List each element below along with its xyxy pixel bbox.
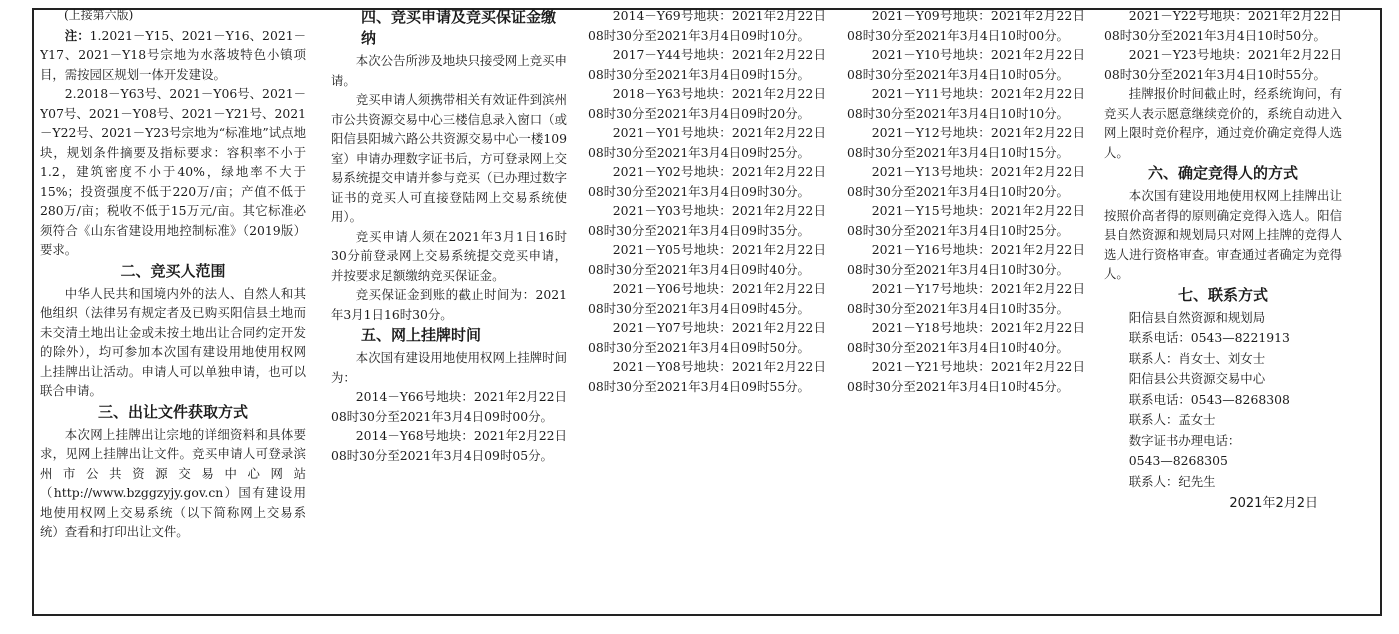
section-5-p2: 挂牌报价时间截止时，经系统询问，有竞买人表示愿意继续竞价的，系统自动进入网上限时竞价程序，通过竞价确定竞得人选人。 bbox=[1104, 86, 1342, 160]
section-4-p4: 竞买保证金到账的截止时间为：2021年3月1日16时30分。 bbox=[331, 287, 567, 322]
plot-item: 2021－Y03号地块：2021年2月22日08时30分至2021年3月4日09时35分。 bbox=[588, 203, 826, 238]
contact-line: 联系人：肖女士、刘女士 bbox=[1128, 350, 1266, 366]
contact-line: 数字证书办理电话： bbox=[1128, 432, 1241, 448]
plot-item: 2021－Y05号地块：2021年2月22日08时30分至2021年3月4日09时40分。 bbox=[588, 242, 826, 277]
section-4-heading: 四、竞买申请及竞买保证金缴纳 bbox=[361, 8, 557, 47]
plot-item: 2021－Y12号地块：2021年2月22日08时30分至2021年3月4日10时15分。 bbox=[847, 125, 1085, 160]
section-3-heading: 三、出让文件获取方式 bbox=[97, 402, 248, 421]
section-6-text: 本次国有建设用地使用权网上挂牌出让按照价高者得的原则确定竞得入选人。阳信县自然资源和规划局只对网上挂牌的竞得人选人进行资格审查。审查通过者确定为竞得人。 bbox=[1104, 188, 1342, 281]
contact-line: 0543—8268305 bbox=[1128, 453, 1228, 468]
plot-item: 2021－Y16号地块：2021年2月22日08时30分至2021年3月4日10时30分。 bbox=[847, 242, 1085, 277]
contact-line: 联系人：孟女士 bbox=[1128, 412, 1216, 427]
plot-item: 2021－Y21号地块：2021年2月22日08时30分至2021年3月4日10时45分。 bbox=[847, 359, 1085, 394]
plot-item: 2021－Y18号地块：2021年2月22日08时30分至2021年3月4日10时40分。 bbox=[847, 320, 1085, 355]
plot-item: 2021－Y11号地块：2021年2月22日08时30分至2021年3月4日10时10分。 bbox=[847, 86, 1085, 121]
section-7-heading: 七、联系方式 bbox=[1177, 285, 1268, 304]
section-3-text: 本次网上挂牌出让宗地的详细资料和具体要求，见网上挂牌出让文件。竞买申请人可登录滨州市公共资源交易中心网站（http://www.bzggzyjy.gov.cn）国有建设用地使用权网上交易系统（以下简称网上交易系统）查看和打印出让文件。 bbox=[40, 426, 306, 539]
column-2 bbox=[331, 6, 567, 630]
section-4-p1: 本次公告所涉及地块只接受网上竞买申请。 bbox=[331, 53, 567, 88]
contact-line: 联系人：纪先生 bbox=[1128, 473, 1216, 489]
plot-item: 2021－Y08号地块：2021年2月22日08时30分至2021年3月4日09时55分。 bbox=[588, 359, 826, 394]
plot-item: 2014－Y68号地块：2021年2月22日08时30分至2021年3月4日09时05分。 bbox=[331, 428, 567, 463]
contact-line: 阳信县自然资源和规划局 bbox=[1128, 309, 1266, 325]
plot-item: 2021－Y10号地块：2021年2月22日08时30分至2021年3月4日10时05分。 bbox=[847, 47, 1085, 82]
column-1 bbox=[40, 6, 306, 630]
plot-item: 2014－Y66号地块：2021年2月22日08时30分至2021年3月4日09时00分。 bbox=[331, 389, 567, 424]
plot-item: 2021－Y02号地块：2021年2月22日08时30分至2021年3月4日09时30分。 bbox=[588, 164, 826, 199]
section-4-p3: 竞买申请人须在2021年3月1日16时30分前登录网上交易系统提交竞买申请，并按要求足额缴纳竞买保证金。 bbox=[331, 228, 567, 283]
note-1-text: 1.2021－Y15、2021－Y16、2021－Y17、2021－Y18号宗地为水落坡特色小镇项目，需按园区规划一体开发建设。 bbox=[40, 27, 306, 82]
plot-item: 2021－Y23号地块：2021年2月22日08时30分至2021年3月4日10时55分。 bbox=[1104, 47, 1342, 82]
plot-item: 2021－Y07号地块：2021年2月22日08时30分至2021年3月4日09时50分。 bbox=[588, 320, 826, 355]
plot-item: 2021－Y06号地块：2021年2月22日08时30分至2021年3月4日09时45分。 bbox=[588, 281, 826, 316]
section-2-text: 中华人民共和国境内外的法人、自然人和其他组织（法律另有规定者及已购买阳信县土地而未交清土地出让金或未按土地出让合同约定开发的除外），均可参加本次国有建设用地使用权网上挂牌出让活动。申请人可以单独申请，也可以联合申请。 bbox=[40, 285, 306, 398]
column-4 bbox=[847, 6, 1085, 630]
continued-note: (上接第六版) bbox=[64, 8, 134, 22]
plot-item: 2017－Y44号地块：2021年2月22日08时30分至2021年3月4日09时15分。 bbox=[588, 47, 826, 82]
note-2: 2.2018－Y63号、2021－Y06号、2021－Y07号、2021－Y08号、2021－Y21号、2021－Y22号、2021－Y23号宗地为“标准地”试点地块，规划条件摘要及指标要求：容积率不小于1.2，建筑密度不小于40%，绿地率不大于15%；投资强度不低于220万/亩；产值不低于280万/亩；税收不低于15万元/亩。其它标准必须符合《山东省建设用地控制标准》（2019版）要求。 bbox=[40, 86, 306, 257]
announcement-date: 2021年2月2日 bbox=[1229, 496, 1318, 511]
column-3 bbox=[588, 6, 826, 630]
contact-line: 阳信县公共资源交易中心 bbox=[1128, 371, 1266, 386]
contact-line: 联系电话：0543—8221913 bbox=[1128, 330, 1290, 345]
plot-item: 2021－Y01号地块：2021年2月22日08时30分至2021年3月4日09时25分。 bbox=[588, 125, 826, 160]
contact-line: 联系电话：0543—8268308 bbox=[1128, 391, 1290, 407]
plot-item: 2021－Y09号地块：2021年2月22日08时30分至2021年3月4日10时00分。 bbox=[847, 8, 1085, 43]
plot-item: 2021－Y17号地块：2021年2月22日08时30分至2021年3月4日10时35分。 bbox=[847, 281, 1085, 316]
note-label: 注： bbox=[64, 27, 90, 43]
plot-item: 2021－Y13号地块：2021年2月22日08时30分至2021年3月4日10时20分。 bbox=[847, 164, 1085, 199]
section-5-heading: 五、网上挂牌时间 bbox=[361, 326, 482, 344]
section-6-heading: 六、确定竞得人的方式 bbox=[1147, 164, 1298, 182]
plot-item: 2018－Y63号地块：2021年2月22日08时30分至2021年3月4日09时20分。 bbox=[588, 86, 826, 121]
plot-item: 2021－Y15号地块：2021年2月22日08时30分至2021年3月4日10时25分。 bbox=[847, 203, 1085, 238]
section-5-p1: 本次国有建设用地使用权网上挂牌时间为： bbox=[331, 350, 567, 385]
section-2-heading: 二、竞买人范围 bbox=[120, 261, 226, 280]
contact-block bbox=[1104, 308, 1342, 493]
column-5 bbox=[1104, 6, 1342, 630]
note-1 bbox=[40, 26, 306, 85]
plot-item: 2014－Y69号地块：2021年2月22日08时30分至2021年3月4日09时10分。 bbox=[588, 8, 826, 43]
plot-item: 2021－Y22号地块：2021年2月22日08时30分至2021年3月4日10时50分。 bbox=[1104, 8, 1342, 43]
section-4-p2: 竞买申请人须携带相关有效证件到滨州市公共资源交易中心三楼信息录入窗口（或阳信县阳城六路公共资源交易中心一楼109室）申请办理数字证书后，方可登录网上交易系统提交申请并参与竞买（已办理过数字证书的竞买人可直接登陆网上交易系统使用）。 bbox=[331, 92, 567, 224]
